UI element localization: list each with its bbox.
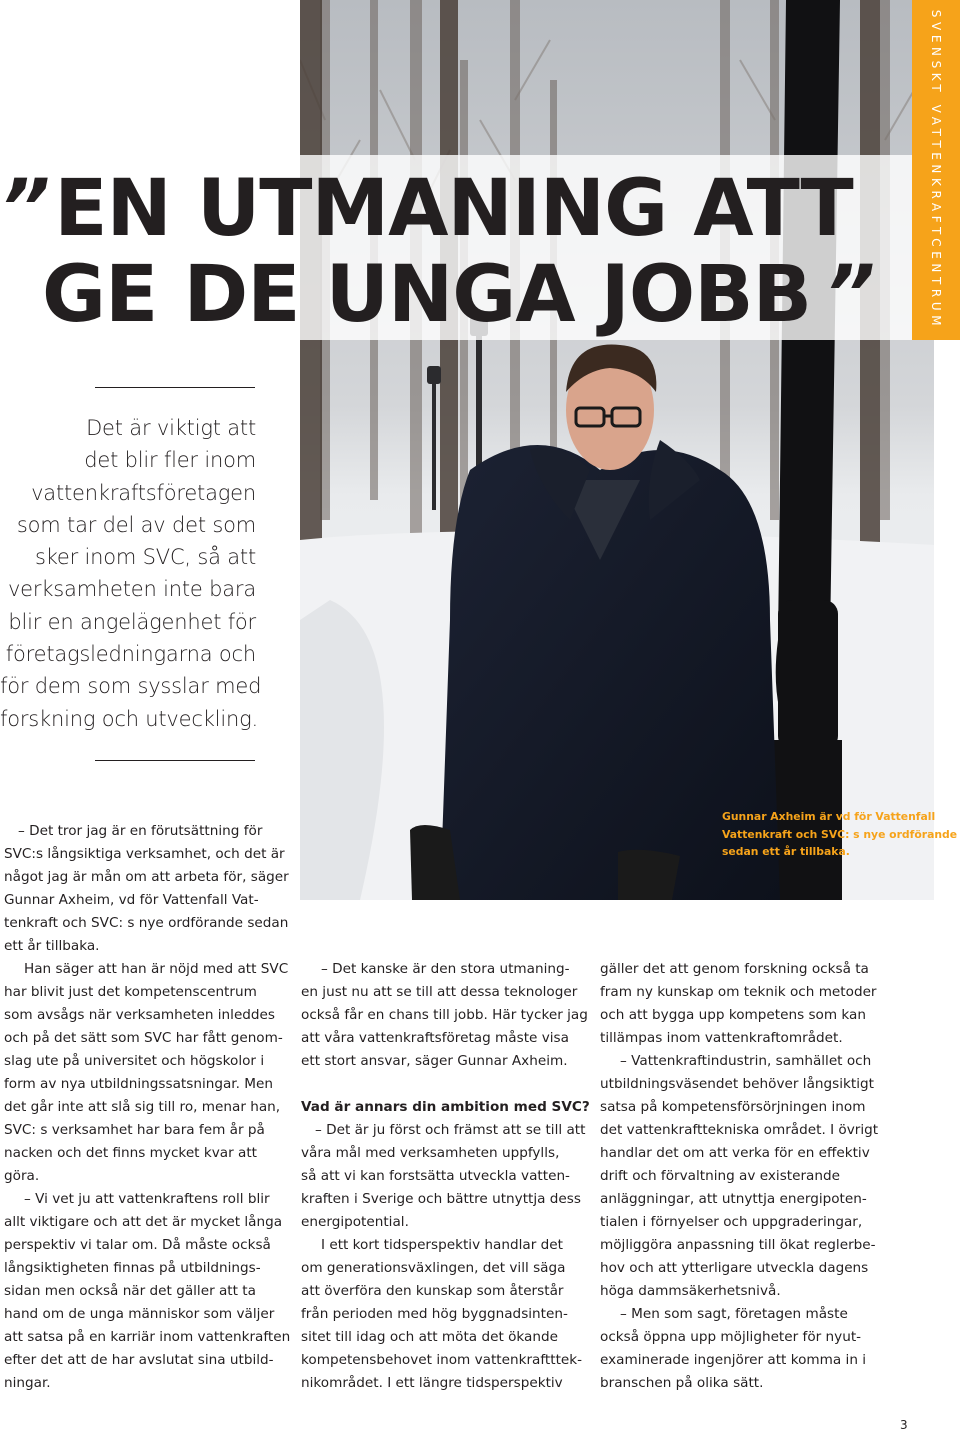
pull-quote-line: vattenkraftsföretagen	[31, 480, 256, 505]
body-line: att överföra den kunskap som återstår	[301, 1283, 564, 1299]
body-line: tialen i förnyelser och uppgraderingar,	[600, 1214, 863, 1230]
body-line: perspektiv vi talar om. Då måste också	[4, 1237, 271, 1253]
body-line: våra mål med verksamheten uppfylls,	[301, 1145, 560, 1161]
body-line: så att vi kan forstsätta utveckla vatten-	[301, 1168, 570, 1184]
body-line: kompetensbehovet inom vattenkraftttek-	[301, 1352, 583, 1368]
body-line: branschen på olika sätt.	[600, 1375, 764, 1391]
body-line: – Det är ju först och främst att se till att	[315, 1122, 586, 1138]
body-line: Han säger att han är nöjd med att SVC	[24, 961, 289, 977]
body-line: kraften i Sverige och bättre utnyttja dess	[301, 1191, 581, 1207]
pull-quote-line: forskning och utveckling.	[0, 706, 258, 731]
body-line: och att bygga upp kompetens som kan	[600, 1007, 867, 1023]
body-line: – Men som sagt, företagen måste	[620, 1306, 848, 1322]
pull-quote-line: som tar del av det som	[16, 512, 256, 537]
body-line: en just nu att se till att dessa teknologer	[301, 984, 578, 1000]
body-line: drift och förvaltning av existerande	[600, 1168, 840, 1184]
winter-park-illustration	[300, 0, 934, 900]
body-line: tillämpas inom vattenkraftområdet.	[600, 1030, 843, 1046]
headline-text-1: EN UTMANING ATT	[54, 164, 853, 254]
body-column-1	[4, 820, 290, 1395]
body-line: examinerade ingenjörer att komma in i	[600, 1352, 867, 1368]
body-line: fram ny kunskap om teknik och metoder	[600, 984, 877, 1000]
caption-line: Gunnar Axheim är vd för Vattenfall	[722, 810, 936, 823]
headline-line-2	[0, 252, 912, 338]
body-line: utbildningsväsendet behöver långsiktigt	[600, 1076, 874, 1092]
body-line: det vattenkrafttekniska området. I övrigt	[600, 1122, 879, 1138]
section-label: SVENSKT VATTENKRAFTCENTRUM	[929, 9, 943, 331]
pull-quote-line: sker inom SVC, så att	[34, 545, 256, 570]
pull-quote-bottom-rule	[95, 760, 255, 761]
body-line: från perioden med hög byggnadsinten-	[301, 1306, 568, 1322]
body-line: I ett kort tidsperspektiv handlar det	[321, 1237, 563, 1253]
headline-line-1	[0, 166, 912, 252]
body-line: något jag är mån om att arbeta för, säger	[4, 869, 289, 885]
body-line: och på det sätt som SVC har fått genom-	[4, 1030, 283, 1046]
pull-quote-line: Det är viktigt att	[86, 416, 256, 440]
pull-quote	[0, 412, 262, 735]
pull-quote-line: för dem som sysslar med	[0, 674, 262, 699]
body-line: ett stort ansvar, säger Gunnar Axheim.	[301, 1053, 568, 1069]
body-line: slag ute på universitet och högskolor i	[4, 1053, 265, 1069]
close-quote-mark: ”	[825, 250, 866, 340]
body-line: form av nya utbildningssatsningar. Men	[4, 1076, 273, 1092]
body-line: att våra vattenkraftsföretag måste visa	[301, 1030, 569, 1046]
body-line: – Vi vet ju att vattenkraftens roll blir	[24, 1191, 270, 1207]
body-line: hov och att ytterligare utveckla dagens	[600, 1260, 869, 1276]
body-line: nikområdet. I ett längre tidsperspektiv	[301, 1375, 563, 1391]
portrait-photo	[300, 0, 934, 900]
body-line: ningar.	[4, 1375, 51, 1391]
body-line: Gunnar Axheim, vd för Vattenfall Vat-	[4, 892, 259, 908]
pull-quote-top-rule	[95, 387, 255, 388]
body-line: sidan men också när det gäller att ta	[4, 1283, 256, 1299]
pull-quote-line: företagsledningarna och	[5, 642, 256, 667]
caption-line: Vattenkraft och SVC: s nye ordförande	[722, 827, 958, 841]
pull-quote-line: det blir fler inom	[84, 448, 256, 473]
body-line: – Det kanske är den stora utmaning-	[321, 961, 570, 977]
body-line: SVC: s verksamhet har bara fem år på	[4, 1122, 265, 1138]
body-line: det går inte att slå sig till ro, menar han,	[4, 1099, 281, 1115]
body-line: har blivit just det kompetenscentrum	[4, 984, 257, 1000]
photo-caption	[722, 808, 958, 861]
headline-text-2: GE DE UNGA JOBB	[42, 250, 812, 340]
body-line: sitet till idag och att möta det ökande	[301, 1329, 558, 1345]
body-line: göra.	[4, 1168, 40, 1184]
page-number: 3	[900, 1418, 908, 1432]
body-column-2	[301, 958, 590, 1395]
body-line: anläggningar, att utnyttja energipoten-	[600, 1191, 867, 1207]
body-line: som avsågs när verksamheten inleddes	[4, 1007, 276, 1023]
body-line: möjliggöra anpassning till ökat reglerbe-	[600, 1237, 876, 1253]
headline	[0, 166, 912, 338]
body-line: om generationsväxlingen, det vill säga	[301, 1260, 566, 1276]
body-line: energipotential.	[301, 1214, 409, 1230]
body-line: också får en chans till jobb. Här tycker jag	[301, 1007, 588, 1023]
body-line: satsa på kompetensförsörjningen inom	[600, 1099, 866, 1115]
pull-quote-line: blir en angelägenhet för	[8, 609, 256, 634]
body-line: SVC:s långsiktiga verksamhet, och det är	[4, 846, 285, 862]
caption-line: sedan ett år tillbaka.	[722, 845, 850, 858]
body-line: långsiktigheten finnas på utbildnings-	[4, 1260, 261, 1276]
body-line: tenkraft och SVC: s nye ordförande sedan	[4, 915, 289, 931]
body-line: efter det att de har avslutat sina utbild-	[4, 1352, 274, 1368]
body-line: ett år tillbaka.	[4, 938, 100, 954]
body-line: nacken och det finns mycket kvar att	[4, 1145, 257, 1161]
body-line: höga dammsäkerhetsnivå.	[600, 1283, 781, 1299]
body-line: handlar det om att verka för en effektiv	[600, 1145, 870, 1161]
body-column-3	[600, 958, 878, 1395]
body-line: hand om de unga människor som väljer	[4, 1306, 275, 1322]
body-line: att satsa på en karriär inom vattenkraften	[4, 1329, 291, 1345]
body-line: allt viktigare och att det är mycket långa	[4, 1214, 283, 1230]
body-line: också öppna upp möjligheter för nyut-	[600, 1329, 862, 1345]
interview-question: Vad är annars din ambition med SVC?	[301, 1099, 590, 1115]
paragraph-gap	[301, 1073, 590, 1096]
body-line: gäller det att genom forskning också ta	[600, 961, 869, 977]
pull-quote-line: verksamheten inte bara	[7, 577, 256, 602]
open-quote-mark: ”	[0, 164, 41, 254]
body-line: – Vattenkraftindustrin, samhället och	[620, 1053, 872, 1069]
body-line: – Det tror jag är en förutsättning för	[18, 823, 263, 839]
